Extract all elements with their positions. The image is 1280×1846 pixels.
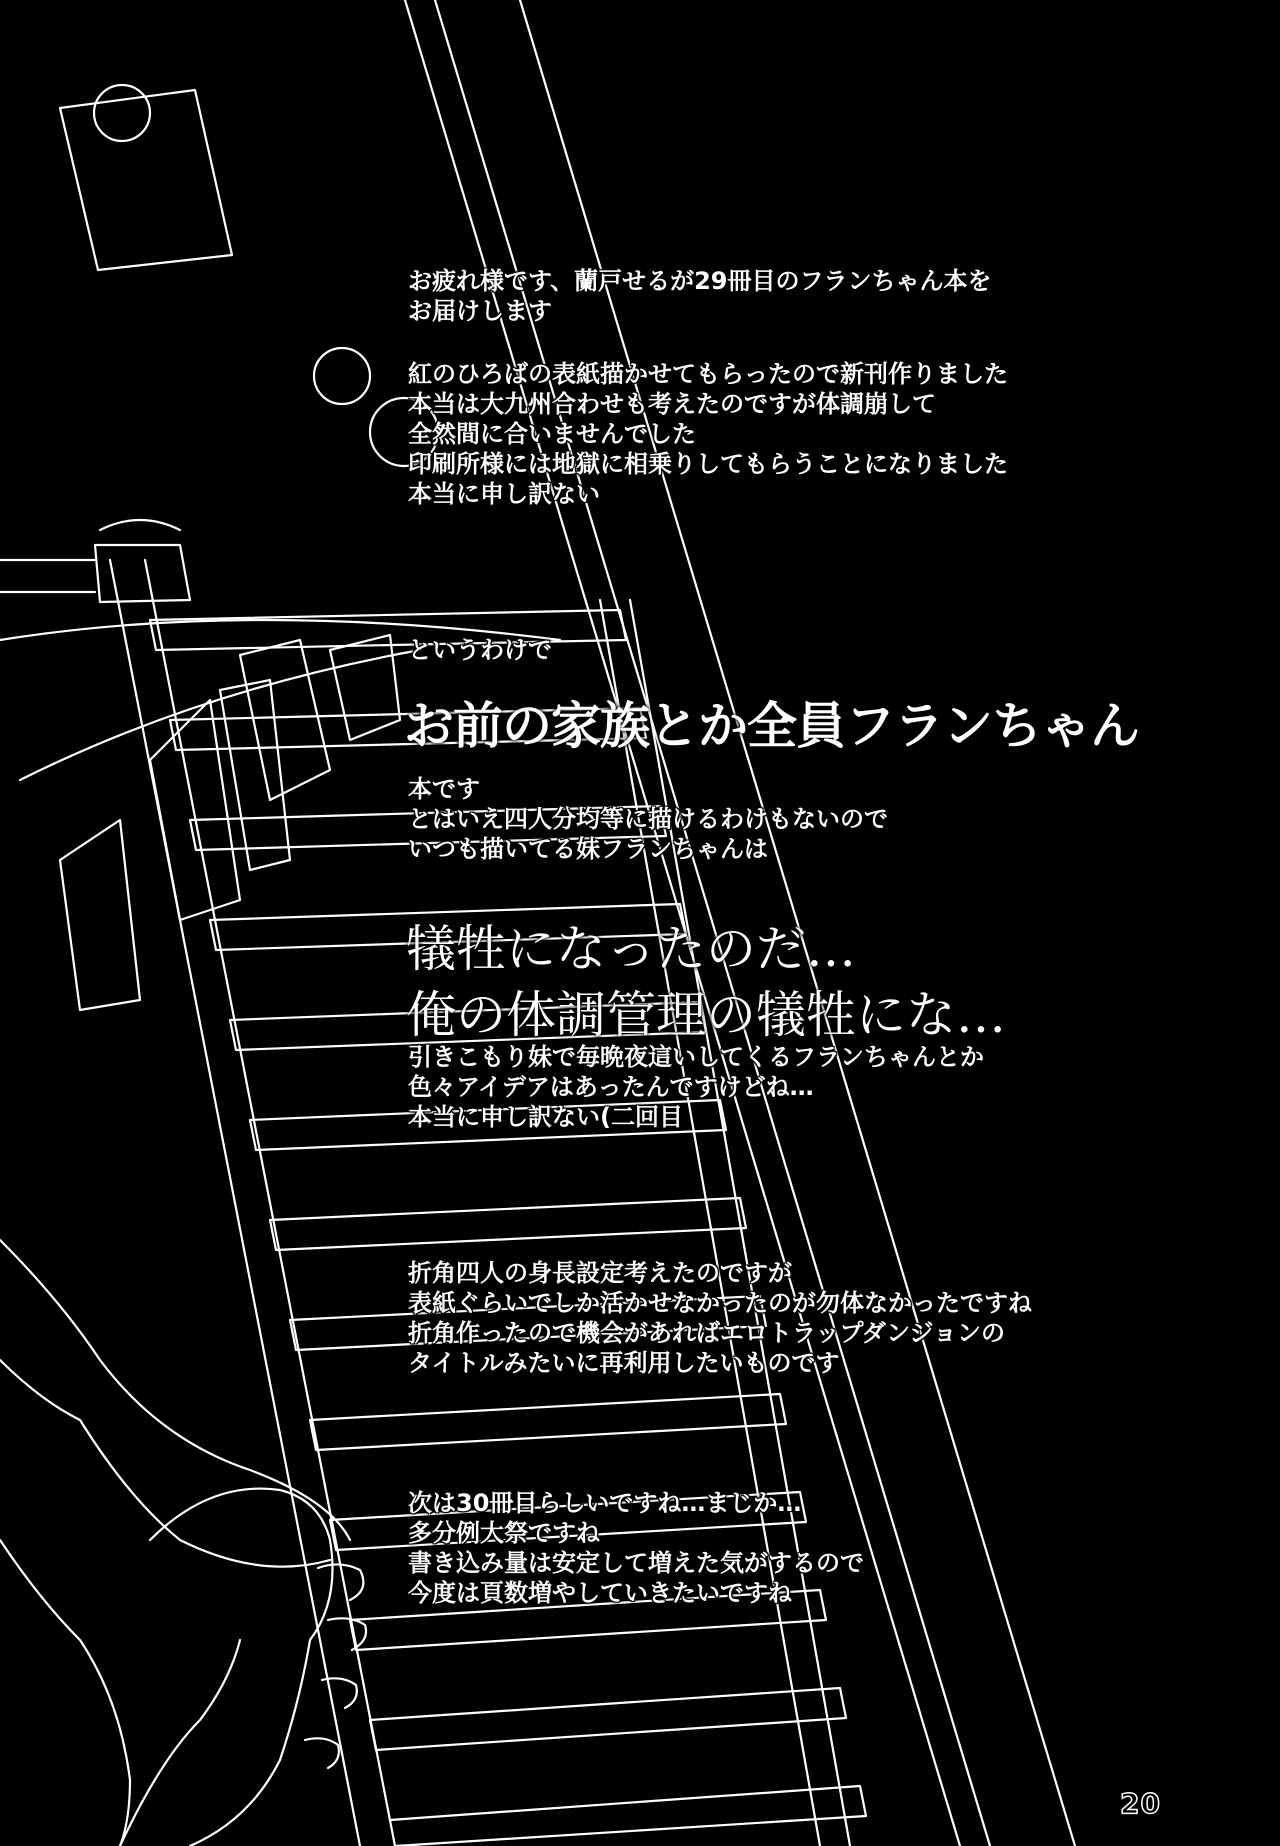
ideas-line: 本当に申し訳ない(二回目 [408,1103,683,1131]
heights-line: 折角四人の身長設定考えたのですが [408,1259,792,1287]
intro-line: お疲れ様です、蘭戸せるが29冊目のフランちゃん本を [408,267,992,295]
heights-line: 表紙ぐらいでしか活かせなかったのが勿体なかったですね [408,1289,1032,1317]
apology-line: 本当は大九州合わせも考えたのですが体調崩して [408,390,936,418]
headline-title: お前の家族とか全員フランちゃん [404,697,1139,755]
intro-paragraph [408,266,991,326]
explanation-line: いつも描いてる妹フランちゃんは [408,835,768,863]
top-post [0,520,190,602]
next-line: 次は30冊目らしいですね…まじか… [408,1489,802,1517]
ideas-line: 色々アイデアはあったんですけどね… [408,1073,814,1101]
explanation-paragraph [408,774,888,864]
character-silhouette [0,1240,366,1846]
apology-line: 印刷所様には地獄に相乗りしてもらうことになりました [408,450,1008,478]
heights-line: タイトルみたいに再利用したいものです [408,1349,840,1377]
heights-paragraph [408,1258,1032,1378]
sacrifice-line: 俺の体調管理の犠牲にな… [406,986,1006,1044]
next-line: 書き込み量は安定して増えた気がするので [408,1549,864,1577]
apology-paragraph [408,359,1008,509]
explanation-line: 本です [408,775,480,803]
apology-line: 全然間に合いませんでした [408,420,696,448]
apology-line: 本当に申し訳ない [408,480,600,508]
page-number: 20 [1120,1787,1161,1820]
apology-line: 紅のひろばの表紙描かせてもらったので新刊作りました [408,360,1008,388]
next-line: 多分例大祭ですね [408,1519,600,1547]
next-book-paragraph [408,1488,864,1608]
pinned-note [60,85,232,270]
explanation-line: とはいえ四人分均等に描けるわけもないので [408,805,888,833]
heights-line: 折角作ったので機会があればエロトラップダンジョンの [408,1319,1005,1347]
sacrifice-large-text [406,916,1006,1048]
next-line: 今度は頁数増やしていきたいですね [408,1579,792,1607]
sacrifice-line: 犠牲になったのだ… [406,920,856,978]
lead-in-text: というわけで [408,636,552,664]
intro-line: お届けします [408,297,552,325]
ideas-line: 引きこもり妹で毎晩夜這いしてくるフランちゃんとか [408,1043,984,1071]
ideas-paragraph [408,1042,984,1132]
